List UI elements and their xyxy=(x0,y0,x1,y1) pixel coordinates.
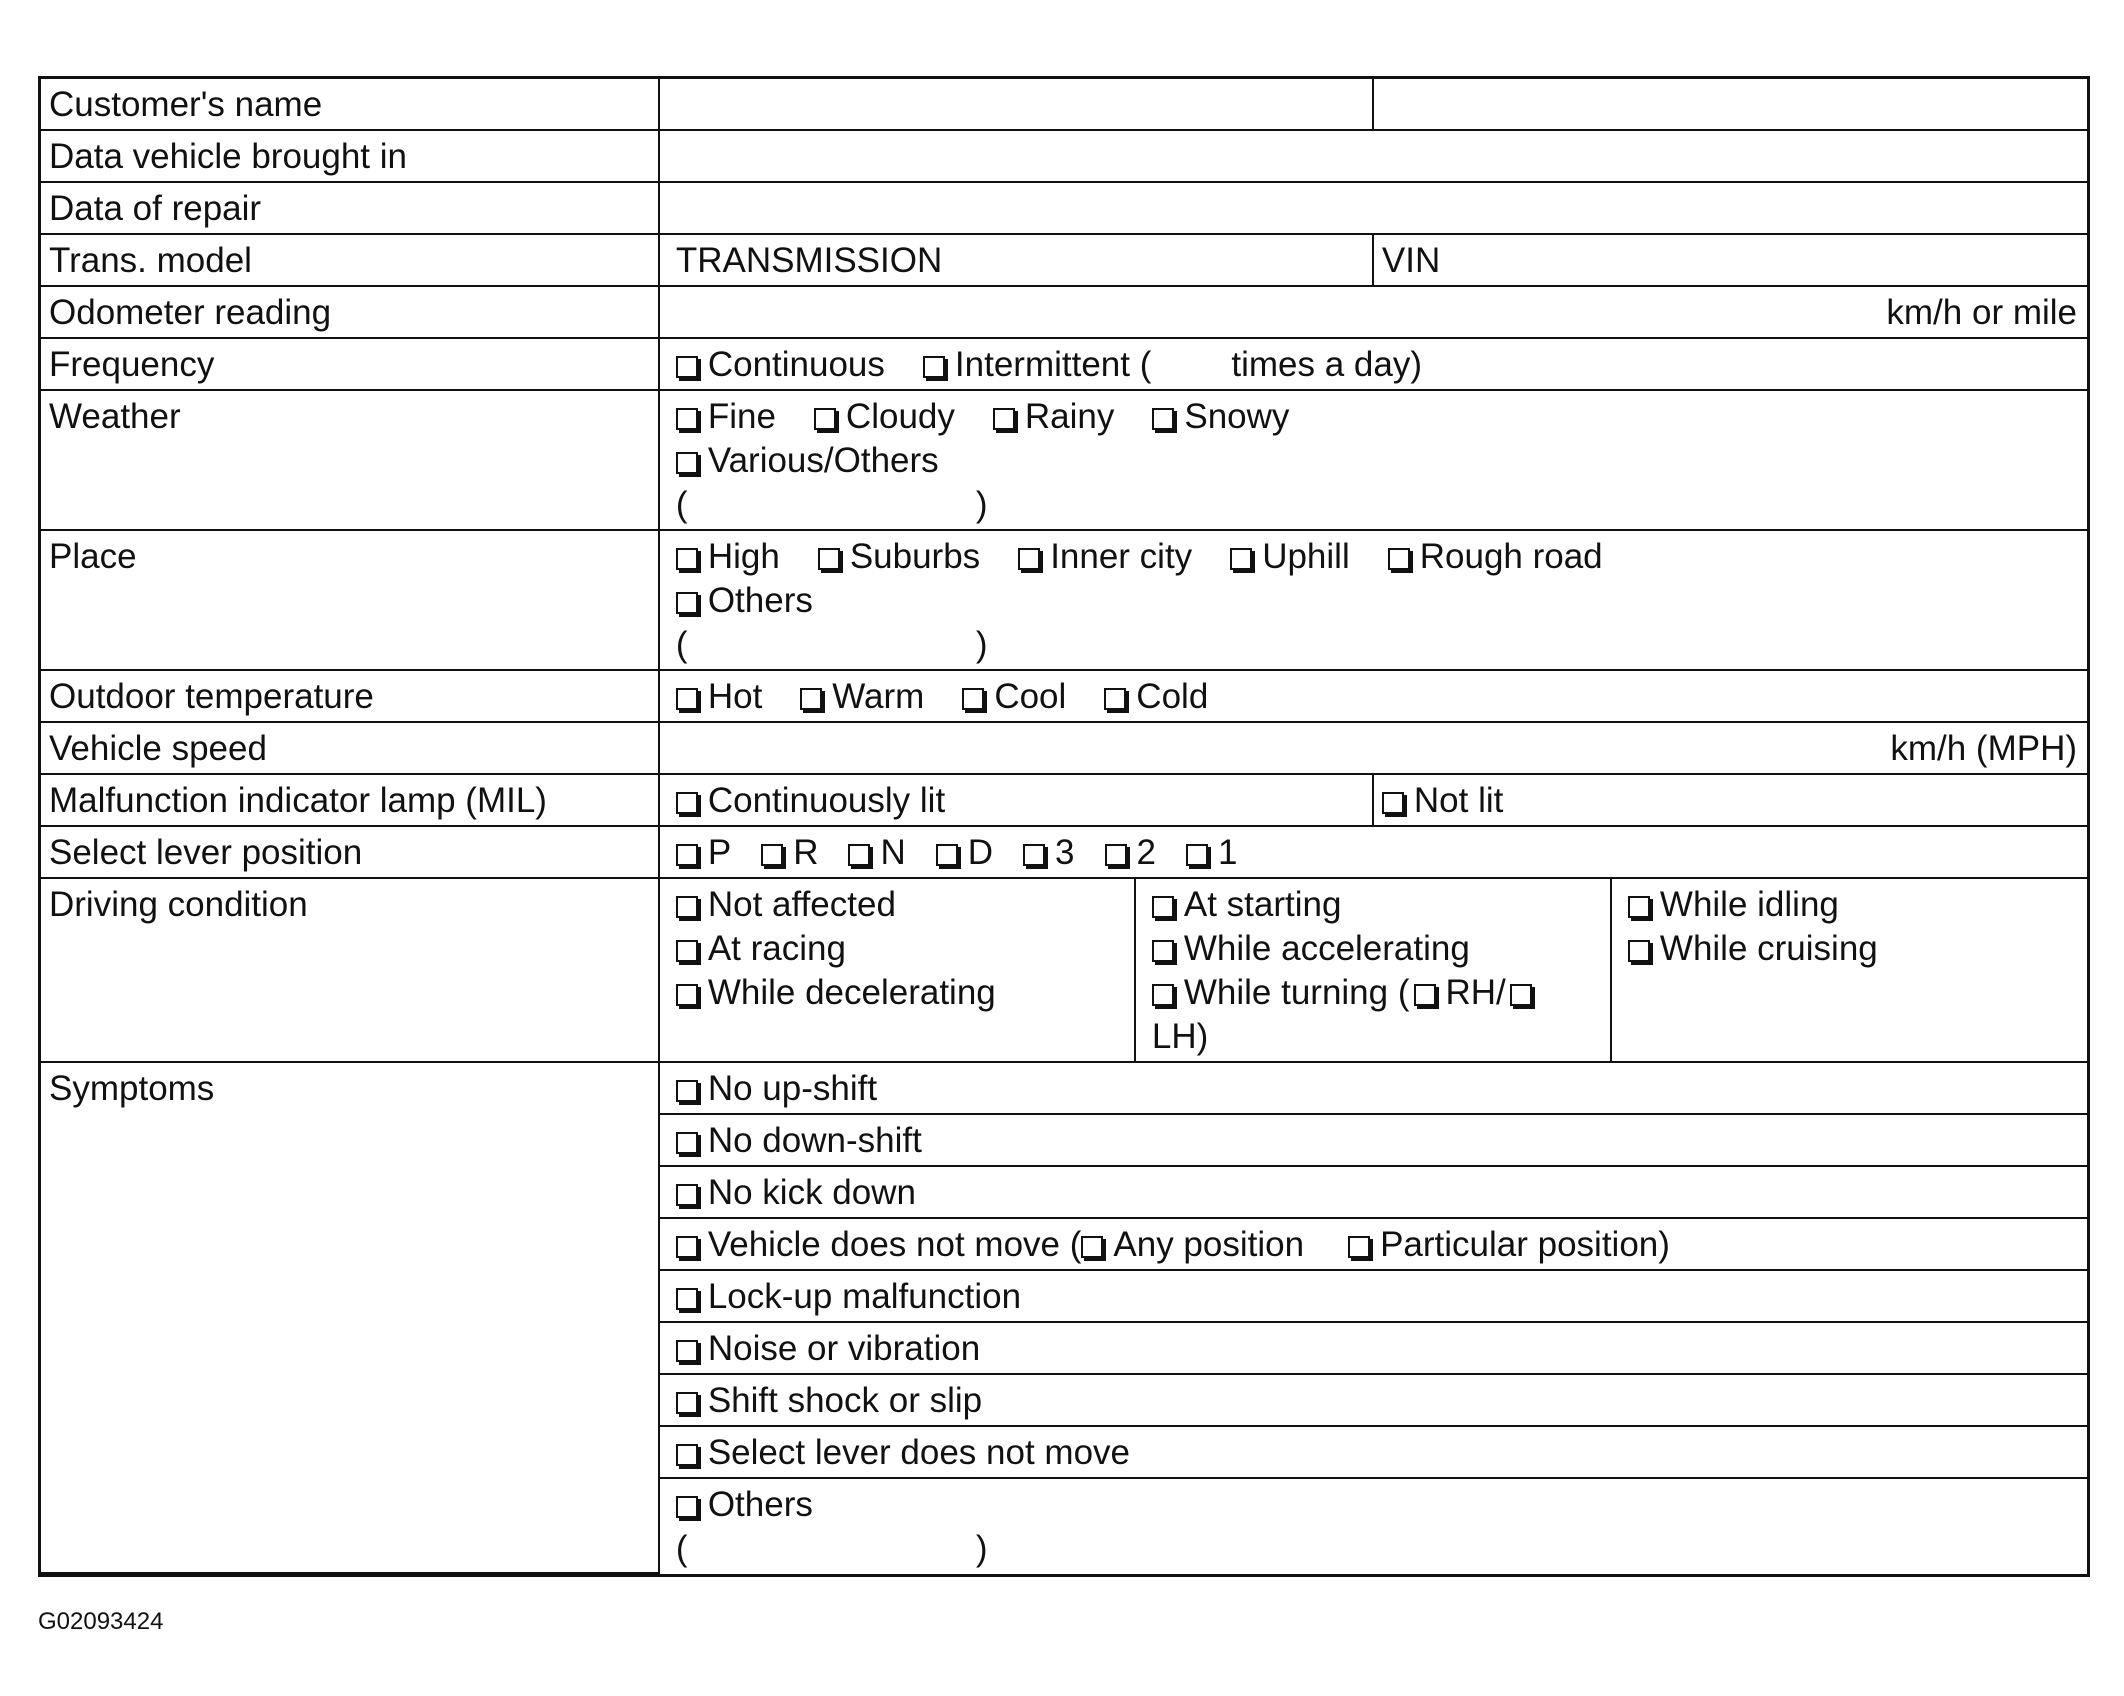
odometer-label: Odometer reading xyxy=(41,286,659,338)
driving-col-1 xyxy=(659,878,1135,1062)
checkbox-icon[interactable] xyxy=(676,1080,698,1102)
customer-name-label: Customer's name xyxy=(41,79,659,130)
option-r[interactable]: R xyxy=(761,831,818,875)
checkbox-icon[interactable] xyxy=(1152,896,1174,918)
checkbox-icon[interactable] xyxy=(1382,792,1404,814)
option-continuously-lit[interactable]: Continuously lit xyxy=(659,774,1373,826)
checkbox-icon[interactable] xyxy=(1018,548,1040,570)
checkbox-icon[interactable] xyxy=(1348,1236,1370,1258)
date-in-field[interactable] xyxy=(659,130,2087,182)
checkbox-icon[interactable] xyxy=(676,896,698,918)
row-trans-model xyxy=(41,234,2087,286)
driving-col-2 xyxy=(1135,878,1611,1062)
option-continuous[interactable]: Continuous xyxy=(676,343,885,387)
option-rainy[interactable]: Rainy xyxy=(993,395,1114,439)
option-while-decelerating[interactable]: While decelerating xyxy=(676,971,1126,1015)
option-3[interactable]: 3 xyxy=(1023,831,1074,875)
option-cool[interactable]: Cool xyxy=(962,675,1066,719)
customer-problem-form xyxy=(38,76,2090,1577)
option-intermittent[interactable]: Intermittent ( xyxy=(923,343,1151,387)
option-snowy[interactable]: Snowy xyxy=(1152,395,1289,439)
checkbox-icon[interactable] xyxy=(676,1392,698,1414)
symptoms-label: Symptoms xyxy=(41,1062,659,1573)
date-in-label: Data vehicle brought in xyxy=(41,130,659,182)
option-symptom-others[interactable]: Others xyxy=(676,1483,2079,1527)
odometer-field[interactable] xyxy=(659,286,2087,338)
checkbox-icon[interactable] xyxy=(761,844,783,866)
turning-lh-text: LH) xyxy=(1151,1017,1209,1056)
outdoor-temp-options xyxy=(659,670,2087,722)
checkbox-icon[interactable] xyxy=(1152,408,1174,430)
vehicle-speed-unit: km/h (MPH) xyxy=(1890,729,2077,768)
option-hot[interactable]: Hot xyxy=(676,675,762,719)
checkbox-icon[interactable] xyxy=(1628,940,1650,962)
option-p[interactable]: P xyxy=(676,831,731,875)
checkbox-icon[interactable] xyxy=(676,408,698,430)
option-while-accelerating[interactable]: While accelerating xyxy=(1152,927,1602,971)
weather-label: Weather xyxy=(41,390,659,530)
figure-code: G02093424 xyxy=(38,1608,164,1635)
option-1[interactable]: 1 xyxy=(1186,831,1237,875)
mil-label: Malfunction indicator lamp (MIL) xyxy=(41,774,659,826)
form-table xyxy=(41,79,2087,1574)
lever-label: Select lever position xyxy=(41,826,659,878)
checkbox-icon[interactable] xyxy=(1388,548,1410,570)
option-cold[interactable]: Cold xyxy=(1104,675,1208,719)
customer-name-field[interactable] xyxy=(659,79,1373,130)
row-symptoms xyxy=(41,1062,2087,1114)
checkbox-icon[interactable] xyxy=(676,792,698,814)
checkbox-icon[interactable] xyxy=(848,844,870,866)
option-various-others[interactable]: Various/Others xyxy=(676,439,939,483)
place-other-field[interactable]: ( ) xyxy=(675,625,988,664)
checkbox-icon[interactable] xyxy=(676,1496,698,1518)
option-vehicle-does-not-move[interactable]: Vehicle does not move ( Any position Particular position) xyxy=(659,1218,2087,1270)
checkbox-icon[interactable] xyxy=(676,1236,698,1258)
checkbox-icon[interactable] xyxy=(676,1288,698,1310)
option-no-kick-down[interactable]: No kick down xyxy=(659,1166,2087,1218)
checkbox-icon[interactable] xyxy=(676,1132,698,1154)
option-d[interactable]: D xyxy=(936,831,993,875)
checkbox-icon[interactable] xyxy=(936,844,958,866)
lever-options xyxy=(659,826,2087,878)
weather-options xyxy=(659,390,2087,530)
checkbox-icon[interactable] xyxy=(676,356,698,378)
option-cloudy[interactable]: Cloudy xyxy=(814,395,955,439)
checkbox-icon[interactable] xyxy=(1510,984,1532,1006)
checkbox-icon[interactable] xyxy=(676,940,698,962)
checkbox-icon[interactable] xyxy=(818,548,840,570)
checkbox-icon[interactable] xyxy=(1105,844,1127,866)
checkbox-icon[interactable] xyxy=(676,984,698,1006)
driving-label: Driving condition xyxy=(41,878,659,1062)
row-date-in xyxy=(41,130,2087,182)
option-2[interactable]: 2 xyxy=(1105,831,1156,875)
checkbox-icon[interactable] xyxy=(1104,688,1126,710)
option-high[interactable]: High xyxy=(676,535,780,579)
option-warm[interactable]: Warm xyxy=(800,675,924,719)
option-while-cruising[interactable]: While cruising xyxy=(1628,927,2079,971)
row-place xyxy=(41,530,2087,670)
checkbox-icon[interactable] xyxy=(1023,844,1045,866)
row-mil xyxy=(41,774,2087,826)
date-repair-label: Data of repair xyxy=(41,182,659,234)
customer-name-field-2[interactable] xyxy=(1373,79,2087,130)
symptoms-others xyxy=(659,1478,2087,1573)
checkbox-icon[interactable] xyxy=(676,844,698,866)
checkbox-icon[interactable] xyxy=(800,688,822,710)
option-not-lit[interactable]: Not lit xyxy=(1373,774,2087,826)
checkbox-icon[interactable] xyxy=(1414,984,1436,1006)
checkbox-icon[interactable] xyxy=(923,356,945,378)
place-label: Place xyxy=(41,530,659,670)
option-others[interactable]: Others xyxy=(676,579,813,623)
frequency-options xyxy=(659,338,2087,390)
row-odometer xyxy=(41,286,2087,338)
row-weather xyxy=(41,390,2087,530)
checkbox-icon[interactable] xyxy=(676,452,698,474)
checkbox-icon[interactable] xyxy=(1186,844,1208,866)
option-uphill[interactable]: Uphill xyxy=(1230,535,1350,579)
row-lever xyxy=(41,826,2087,878)
vin-field[interactable]: VIN xyxy=(1373,234,2087,286)
place-options xyxy=(659,530,2087,670)
row-outdoor-temp xyxy=(41,670,2087,722)
option-lock-up-malfunction[interactable]: Lock-up malfunction xyxy=(659,1270,2087,1322)
odometer-unit: km/h or mile xyxy=(1886,293,2077,332)
frequency-label: Frequency xyxy=(41,338,659,390)
option-at-racing[interactable]: At racing xyxy=(676,927,1126,971)
times-a-day-text: times a day) xyxy=(1231,345,1422,384)
date-repair-field[interactable] xyxy=(659,182,2087,234)
trans-model-label: Trans. model xyxy=(41,234,659,286)
checkbox-icon[interactable] xyxy=(676,1340,698,1362)
checkbox-icon[interactable] xyxy=(993,408,1015,430)
row-date-repair xyxy=(41,182,2087,234)
option-noise-or-vibration[interactable]: Noise or vibration xyxy=(659,1322,2087,1374)
symptoms-other-field[interactable]: ( ) xyxy=(675,1529,988,1568)
option-n[interactable]: N xyxy=(848,831,905,875)
vehicle-speed-field[interactable] xyxy=(659,722,2087,774)
checkbox-icon[interactable] xyxy=(676,1184,698,1206)
checkbox-icon[interactable] xyxy=(676,688,698,710)
checkbox-icon[interactable] xyxy=(814,408,836,430)
row-customer-name xyxy=(41,79,2087,130)
trans-model-value[interactable]: TRANSMISSION xyxy=(659,234,1373,286)
option-inner-city[interactable]: Inner city xyxy=(1018,535,1192,579)
outdoor-temp-label: Outdoor temperature xyxy=(41,670,659,722)
option-not-affected[interactable]: Not affected xyxy=(676,883,1126,927)
row-vehicle-speed xyxy=(41,722,2087,774)
option-no-up-shift[interactable]: No up-shift xyxy=(659,1062,2087,1114)
option-rough-road[interactable]: Rough road xyxy=(1388,535,1603,579)
option-fine[interactable]: Fine xyxy=(676,395,776,439)
weather-other-field[interactable]: ( ) xyxy=(675,485,988,524)
option-at-starting[interactable]: At starting xyxy=(1152,883,1602,927)
checkbox-icon[interactable] xyxy=(1628,896,1650,918)
option-while-idling[interactable]: While idling xyxy=(1628,883,2079,927)
checkbox-icon[interactable] xyxy=(1230,548,1252,570)
checkbox-icon[interactable] xyxy=(1081,1236,1103,1258)
option-while-turning[interactable]: While turning ( RH/ xyxy=(1152,971,1602,1015)
vehicle-speed-label: Vehicle speed xyxy=(41,722,659,774)
option-suburbs[interactable]: Suburbs xyxy=(818,535,980,579)
checkbox-icon[interactable] xyxy=(676,1444,698,1466)
option-select-lever-does-not-move[interactable]: Select lever does not move xyxy=(659,1426,2087,1478)
checkbox-icon[interactable] xyxy=(1152,940,1174,962)
checkbox-icon[interactable] xyxy=(962,688,984,710)
row-frequency xyxy=(41,338,2087,390)
checkbox-icon[interactable] xyxy=(676,548,698,570)
checkbox-icon[interactable] xyxy=(1152,984,1174,1006)
row-driving xyxy=(41,878,2087,1062)
option-no-down-shift[interactable]: No down-shift xyxy=(659,1114,2087,1166)
checkbox-icon[interactable] xyxy=(676,592,698,614)
driving-col-3 xyxy=(1611,878,2087,1062)
option-shift-shock-or-slip[interactable]: Shift shock or slip xyxy=(659,1374,2087,1426)
